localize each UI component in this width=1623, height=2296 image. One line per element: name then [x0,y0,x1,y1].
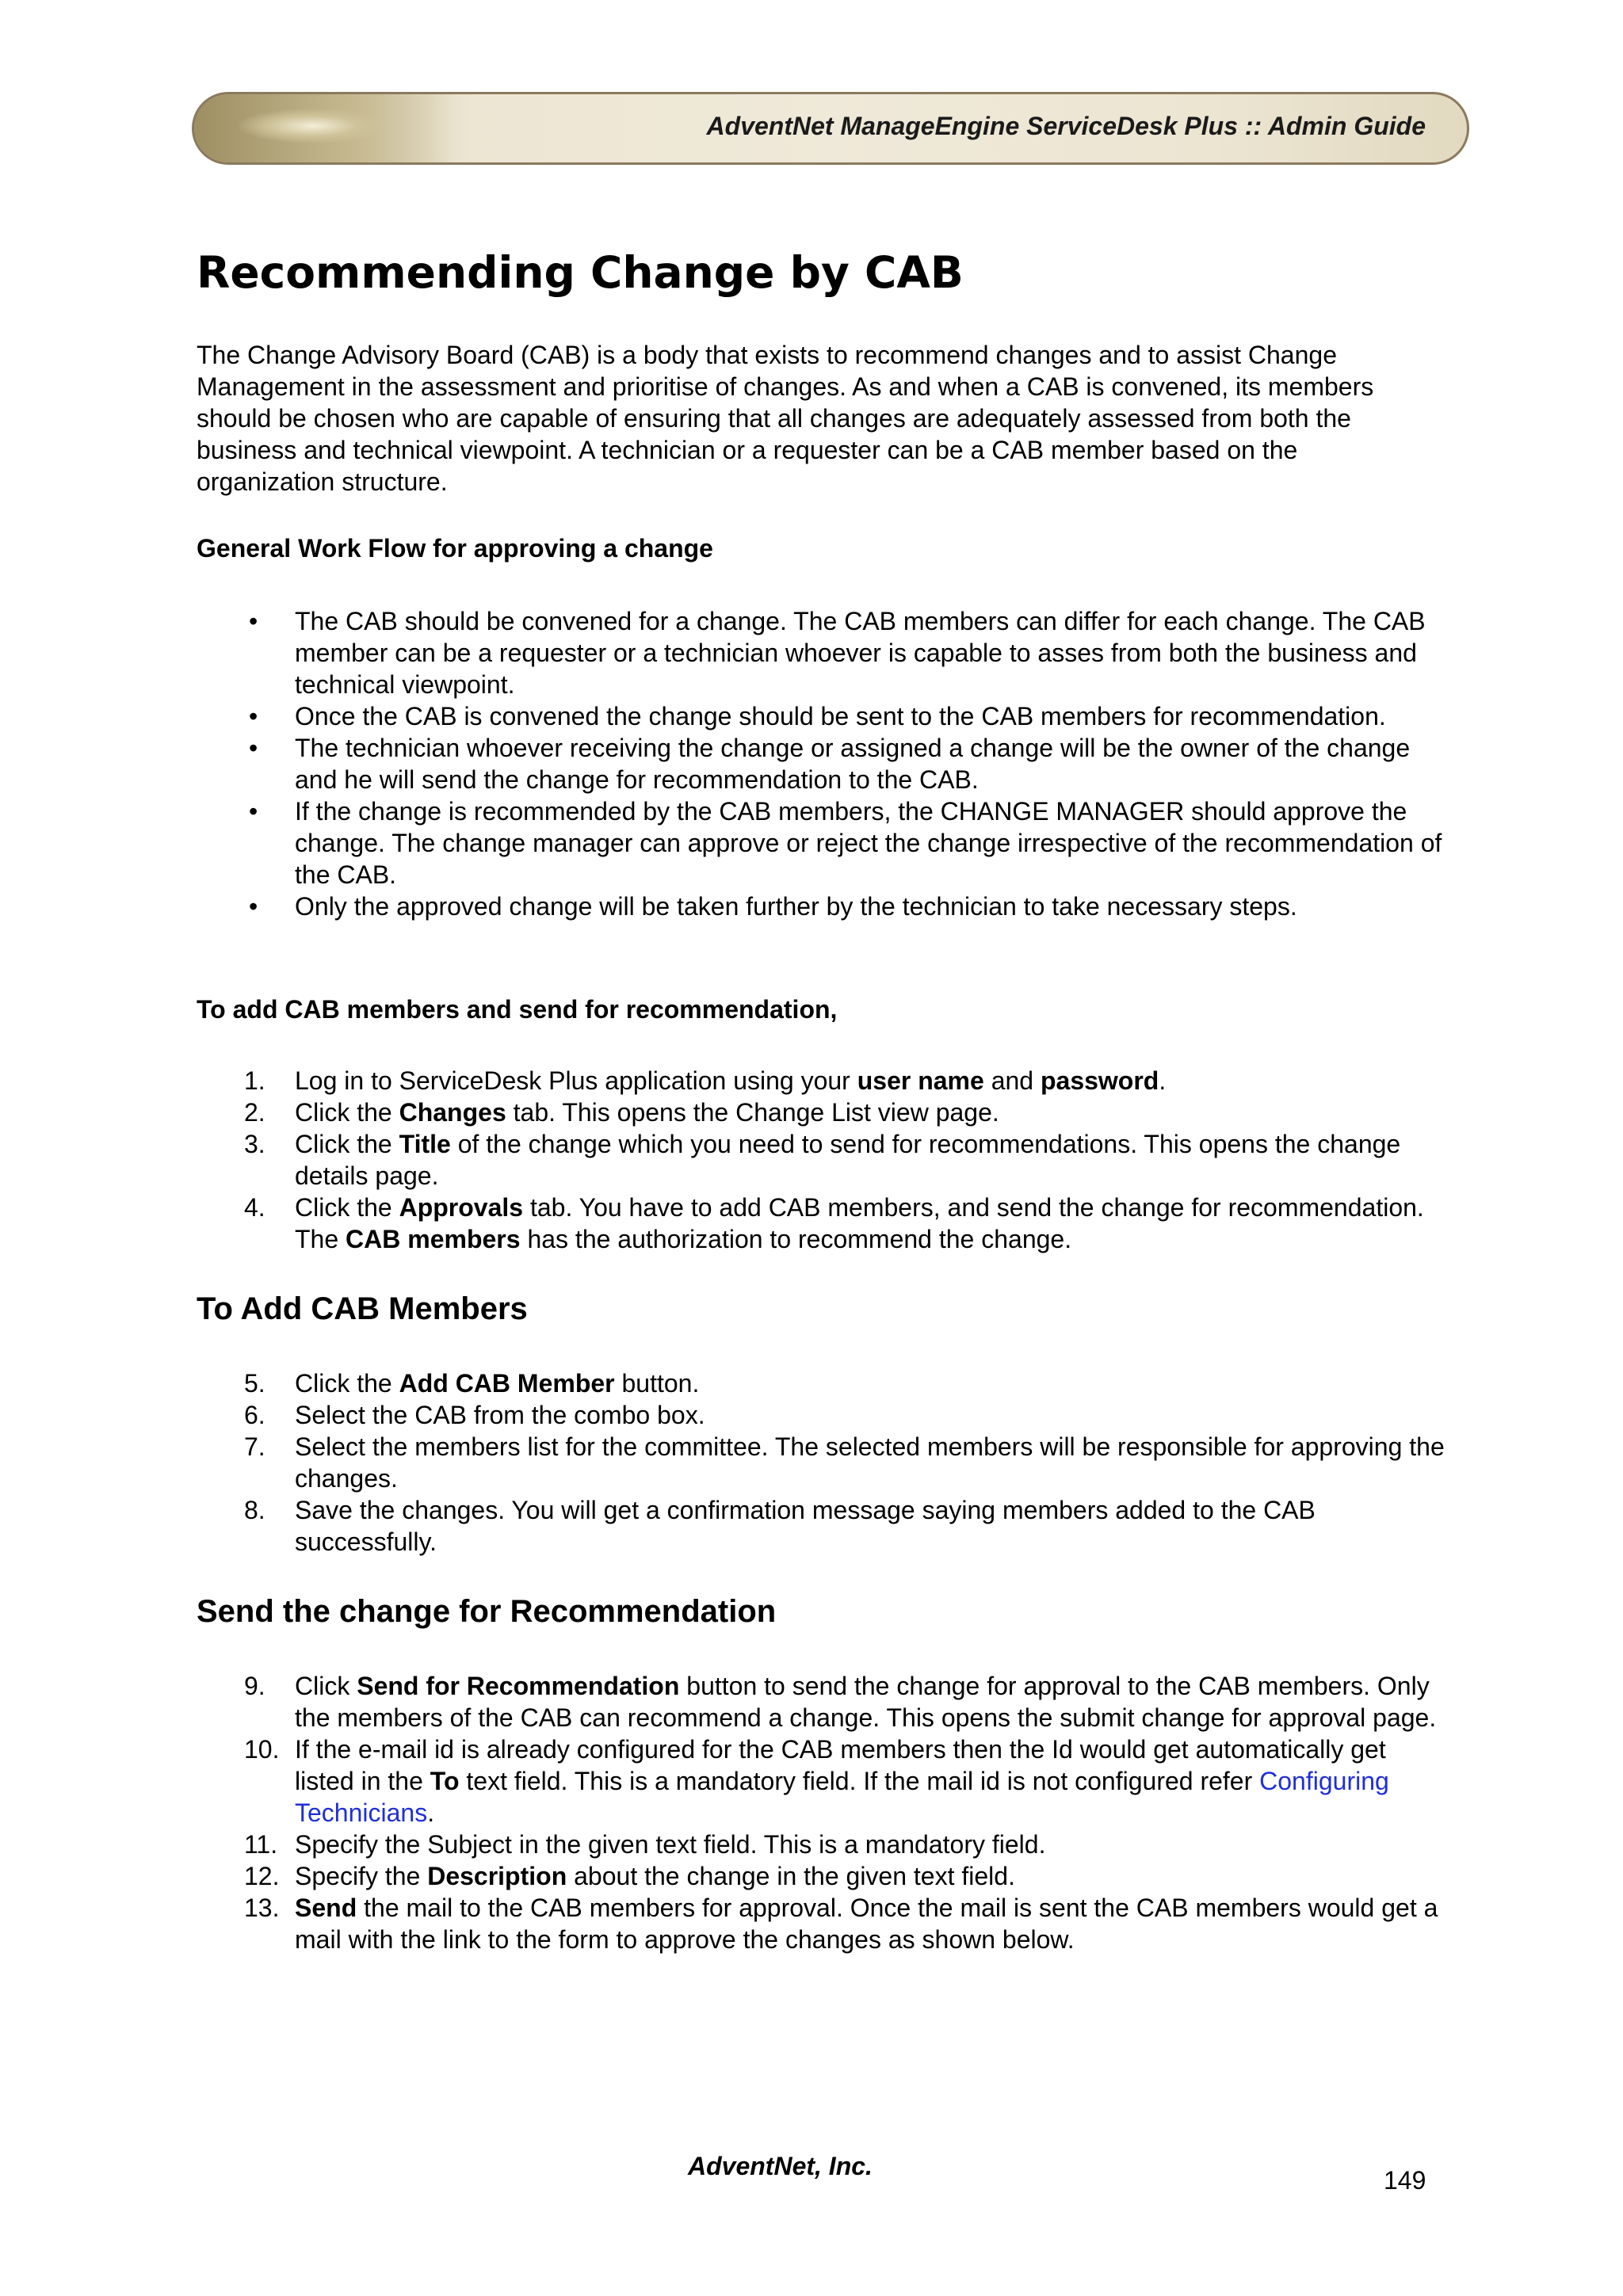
step-number: 8. [244,1496,265,1524]
step-number: 9. [244,1672,265,1700]
step-text: . [1159,1066,1167,1095]
page-title: Recommending Change by CAB [197,247,964,298]
step-text: . [427,1798,435,1827]
step-item [197,1829,1449,1860]
step-number: 2. [244,1098,265,1127]
step-item [197,1192,1449,1255]
step-text: of the change which you need to send for recommendations. This opens the change details page. [295,1130,1401,1190]
step-number: 10. [244,1735,280,1764]
workflow-item [197,795,1449,891]
step-number: 11. [244,1830,278,1859]
step-emphasis: Title [399,1130,451,1158]
step-item [197,1860,1449,1892]
step-emphasis: password [1040,1066,1159,1095]
page-number: 149 [1384,2166,1426,2195]
step-item [197,1670,1449,1733]
step-text: text field. This is a mandatory field. If the mail id is not configured refer [459,1767,1260,1795]
workflow-item [197,732,1449,795]
send-change-heading: Send the change for Recommendation [197,1594,777,1629]
step-item [197,1128,1449,1192]
step-text: Specify the [295,1862,428,1890]
workflow-item-text: The CAB should be convened for a change. The CAB members can differ for each change. The CAB member can be a requester or a technician whoever is capable to asses from both the business and technical viewpoint. [295,607,1426,699]
step-text: the mail to the CAB members for approval. Once the mail is sent the CAB members would get a mail with the link to the form to approve the changes as shown below. [295,1894,1438,1954]
step-item [197,1431,1449,1494]
workflow-item [197,891,1449,922]
step-text: tab. You have to add CAB members, and send the change for recommendation. The [295,1193,1424,1253]
step-text: Click the [295,1193,399,1222]
add-cab-steps [197,1065,1449,1255]
step-item [197,1733,1449,1829]
step-number: 4. [244,1193,265,1222]
add-members-heading: To Add CAB Members [197,1291,528,1326]
workflow-item-text: Only the approved change will be taken further by the technician to take necessary steps. [295,892,1297,921]
step-text: Log in to ServiceDesk Plus application using your [295,1066,857,1095]
footer-company: AdventNet, Inc. [688,2152,873,2180]
step-item [197,1367,1449,1399]
workflow-heading: General Work Flow for approving a change [197,534,713,563]
step-emphasis: Approvals [399,1193,524,1222]
step-emphasis: user name [857,1066,984,1095]
step-emphasis: Send for Recommendation [357,1672,680,1700]
step-item [197,1494,1449,1558]
step-text: Select the CAB from the combo box. [295,1401,705,1429]
step-text: Click the [295,1130,399,1158]
workflow-item-text: If the change is recommended by the CAB members, the CHANGE MANAGER should approve the change. The change manager can approve or reject the change irrespective of the recommendation of the CAB. [295,797,1442,889]
step-text: Specify the Subject in the given text field. This is a mandatory field. [295,1830,1046,1859]
configuring-technicians-link[interactable]: Configuring Technicians [295,1767,1389,1827]
send-change-steps [197,1670,1449,1955]
step-item [197,1097,1449,1128]
banner-decoration [194,94,456,162]
step-text: Save the changes. You will get a confirmation message saying members added to the CAB successfully. [295,1496,1316,1556]
step-number: 7. [244,1432,265,1461]
step-number: 3. [244,1130,265,1158]
workflow-list [197,605,1449,922]
bullet-marker: • [249,702,258,730]
step-item [197,1399,1449,1431]
step-emphasis: Description [427,1862,567,1890]
step-text: tab. This opens the Change List view page. [506,1098,999,1127]
banner-title: AdventNet ManageEngine ServiceDesk Plus :: Admin Guide [706,112,1426,140]
step-number: 12. [244,1862,280,1890]
bullet-marker: • [249,734,258,762]
step-emphasis: CAB members [346,1225,521,1253]
header-banner [192,92,1469,165]
step-item [197,1892,1449,1955]
step-number: 5. [244,1369,265,1398]
step-number: 1. [244,1066,265,1095]
add-cab-heading: To add CAB members and send for recommendation, [197,995,838,1024]
step-emphasis: Add CAB Member [399,1369,615,1398]
step-text: button. [614,1369,700,1398]
workflow-item-text: The technician whoever receiving the change or assigned a change will be the owner of the change and he will send the change for recommendation to the CAB. [295,734,1411,794]
step-emphasis: Send [295,1894,357,1922]
step-emphasis: To [430,1767,460,1795]
step-number: 6. [244,1401,265,1429]
bullet-marker: • [249,797,258,826]
step-text: Click [295,1672,357,1700]
step-text: Select the members list for the committee. The selected members will be responsible for approving the changes. [295,1432,1445,1493]
step-item [197,1065,1449,1097]
bullet-marker: • [249,892,258,921]
intro-paragraph: The Change Advisory Board (CAB) is a body that exists to recommend changes and to assist Change Management in the assessment and prioritise of changes. As and when a CAB is convened, its members should be chosen who are capable of ensuring that all changes are adequately assessed from both the business and technical viewpoint. A technician or a requester can be a CAB member based on the organization structure. [197,341,1374,496]
step-text: has the authorization to recommend the change. [520,1225,1072,1253]
workflow-item [197,605,1449,700]
step-text: button to send the change for approval to the CAB members. Only the members of the CAB can recommend a change. This opens the submit change for approval page. [295,1672,1437,1732]
workflow-item-text: Once the CAB is convened the change should be sent to the CAB members for recommendation. [295,702,1386,730]
step-number: 13. [244,1894,280,1922]
add-members-steps [197,1367,1449,1558]
step-text: Click the [295,1098,399,1127]
bullet-marker: • [249,607,258,635]
step-text: and [983,1066,1041,1095]
step-text: about the change in the given text field. [567,1862,1015,1890]
step-emphasis: Changes [399,1098,506,1127]
workflow-item [197,700,1449,732]
step-text: Click the [295,1369,399,1398]
step-text: If the e-mail id is already configured for the CAB members then the Id would get automatically get listed in the [295,1735,1386,1795]
